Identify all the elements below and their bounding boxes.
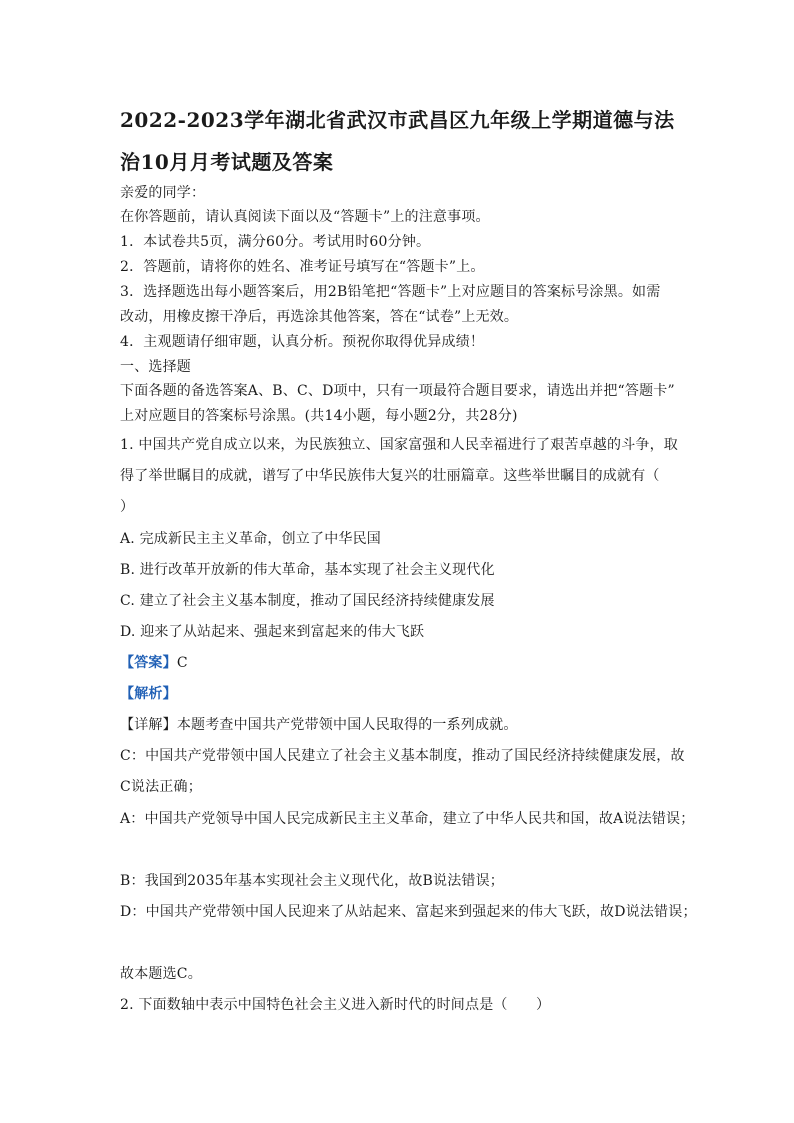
answer-label: 【答案】 bbox=[120, 655, 177, 671]
analysis-row bbox=[120, 683, 177, 703]
explanation-d: D：中国共产党带领中国人民迎来了从站起来、富起来到强起来的伟大飞跃，故D说法错误； bbox=[120, 904, 697, 920]
section-heading: 一、选择题 bbox=[120, 359, 191, 375]
conclusion: 故本题选C。 bbox=[120, 966, 202, 982]
answer-row bbox=[120, 652, 188, 672]
notice-item-3a: 3．选择题选出每小题答案后，用2B铅笔把“答题卡”上对应题目的答案标号涂黑。如需 bbox=[120, 284, 661, 300]
document-title-line-1: 2022-2023学年湖北省武汉市武昌区九年级上学期道德与法 bbox=[120, 108, 675, 132]
analysis-label: 【解析】 bbox=[120, 686, 177, 702]
question-1-option-b: B. 进行改革开放新的伟大革命，基本实现了社会主义现代化 bbox=[120, 562, 495, 578]
answer-value: C bbox=[176, 655, 188, 671]
notice-greeting: 亲爱的同学： bbox=[120, 185, 206, 201]
notice-intro: 在你答题前，请认真阅读下面以及“答题卡”上的注意事项。 bbox=[120, 209, 490, 225]
document-title-line-2: 治10月月考试题及答案 bbox=[120, 150, 334, 174]
question-1-stem-1: 1. 中国共产党自成立以来，为民族独立、国家富强和人民幸福进行了艰苦卓越的斗争，取 bbox=[120, 437, 679, 453]
section-desc-2: 上对应题目的答案标号涂黑。(共14小题，每小题2分，共28分) bbox=[120, 408, 518, 424]
explanation-c-line-2: C说法正确； bbox=[120, 779, 202, 795]
section-desc-1: 下面各题的备选答案A、B、C、D项中，只有一项最符合题目要求，请选出并把“答题卡” bbox=[120, 383, 675, 399]
question-1-option-d: D. 迎来了从站起来、强起来到富起来的伟大飞跃 bbox=[120, 624, 425, 640]
question-2-stem: 2. 下面数轴中表示中国特色社会主义进入新时代的时间点是（ ） bbox=[120, 997, 551, 1013]
question-1-option-a: A. 完成新民主主义革命，创立了中华民国 bbox=[120, 531, 382, 547]
explanation-b: B：我国到2035年基本实现社会主义现代化，故B说法错误； bbox=[120, 873, 505, 889]
question-1-stem-3: ） bbox=[120, 499, 135, 515]
notice-item-4: 4．主观题请仔细审题，认真分析。预祝你取得优异成绩！ bbox=[120, 334, 485, 350]
detail-text: 本题考查中国共产党带领中国人民取得的一系列成就。 bbox=[176, 717, 518, 733]
notice-item-1: 1．本试卷共5页，满分60分。考试用时60分钟。 bbox=[120, 234, 431, 250]
question-1-stem-2: 得了举世瞩目的成就，谱写了中华民族伟大复兴的壮丽篇章。这些举世瞩目的成就有（ bbox=[120, 468, 660, 484]
question-1-option-c: C. 建立了社会主义基本制度，推动了国民经济持续健康发展 bbox=[120, 593, 495, 609]
detail-row bbox=[120, 714, 518, 734]
notice-item-3b: 改动，用橡皮擦干净后，再选涂其他答案，答在“试卷”上无效。 bbox=[120, 309, 519, 325]
notice-item-2: 2．答题前，请将你的姓名、准考证号填写在“答题卡”上。 bbox=[120, 259, 485, 275]
explanation-c-line-1: C：中国共产党带领中国人民建立了社会主义基本制度，推动了国民经济持续健康发展，故 bbox=[120, 748, 685, 764]
explanation-a: A：中国共产党领导中国人民完成新民主主义革命，建立了中华人民共和国，故A说法错误； bbox=[120, 811, 695, 827]
detail-label: 【详解】 bbox=[120, 717, 177, 733]
